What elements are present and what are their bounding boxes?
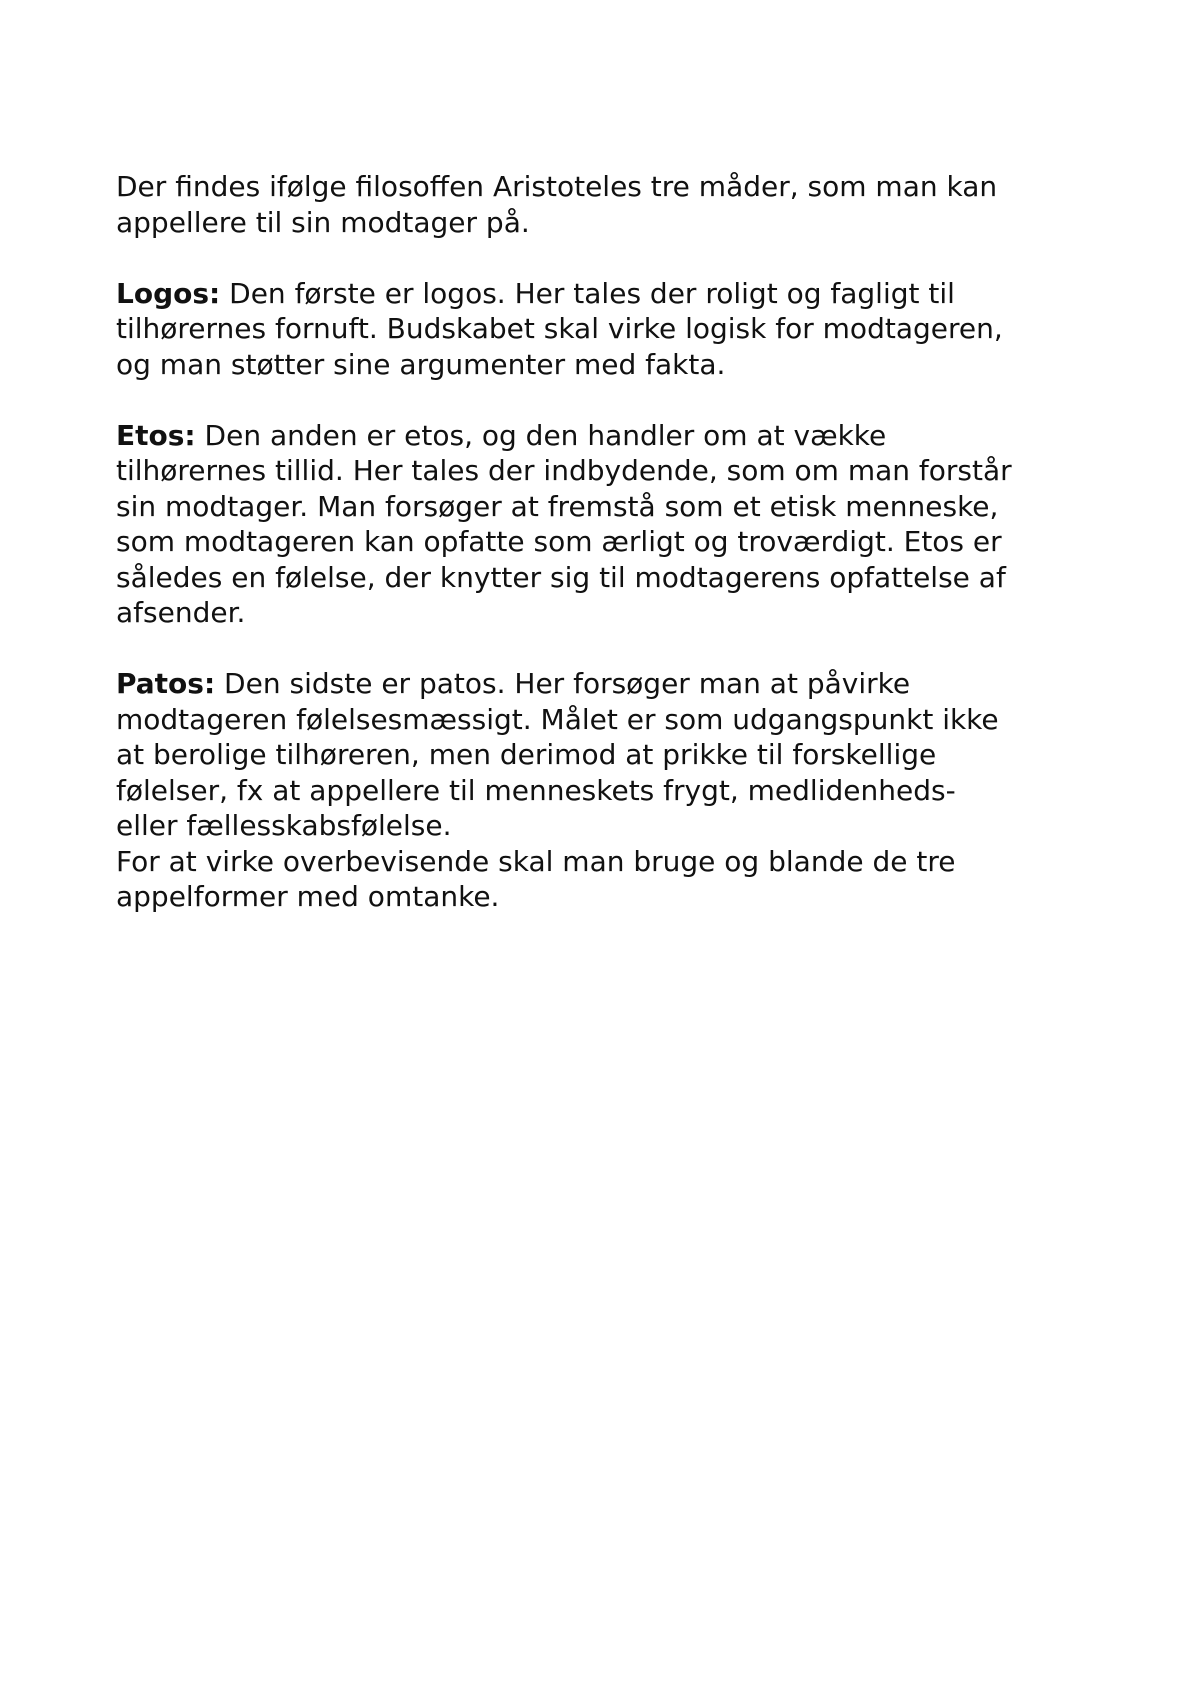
patos-line-4: følelser, fx at appellere til menneskets frygt, medlidenheds-: [116, 773, 956, 807]
intro-line-2: appellere til sin modtager på.: [116, 205, 530, 239]
etos-line-3: sin modtager. Man forsøger at fremstå som et etisk menneske,: [116, 489, 999, 523]
etos-label: Etos:: [116, 418, 196, 452]
patos-paragraph: [116, 666, 1106, 844]
etos-line-4: som modtageren kan opfatte som ærligt og troværdigt. Etos er: [116, 525, 1002, 558]
logos-line-1: Den første er logos. Her tales der roligt og fagligt til: [220, 276, 955, 310]
conclusion-line-2: appelformer med omtanke.: [116, 880, 500, 913]
document-body: [116, 169, 1106, 915]
etos-line-2: tilhørernes tillid. Her tales der indbydende, som om man forstår: [116, 454, 1012, 487]
patos-line-3: at berolige tilhøreren, men derimod at prikke til forskellige: [116, 738, 937, 771]
intro-paragraph: [116, 169, 1106, 240]
conclusion-line-1: For at virke overbevisende skal man bruge og blande de tre: [116, 844, 956, 878]
patos-line-5: eller fællesskabsfølelse.: [116, 809, 452, 842]
etos-paragraph: [116, 418, 1106, 631]
intro-line-1: Der findes ifølge filosoffen Aristoteles tre måder, som man kan: [116, 170, 998, 203]
logos-label: Logos:: [116, 276, 221, 310]
logos-line-3: og man støtter sine argumenter med fakta.: [116, 347, 726, 381]
patos-label: Patos:: [116, 667, 216, 700]
patos-line-1: Den sidste er patos. Her forsøger man at påvirke: [215, 667, 911, 700]
etos-line-5: således en følelse, der knytter sig til modtagerens opfattelse af: [116, 560, 1006, 594]
logos-line-2: tilhørernes fornuft. Budskabet skal virke logisk for modtageren,: [116, 312, 1003, 345]
etos-line-6: afsender.: [116, 596, 246, 629]
patos-line-2: modtageren følelsesmæssigt. Målet er som udgangspunkt ikke: [116, 702, 999, 736]
conclusion-paragraph: [116, 844, 1106, 915]
logos-paragraph: [116, 276, 1106, 383]
etos-line-1: Den anden er etos, og den handler om at vække: [195, 418, 887, 452]
